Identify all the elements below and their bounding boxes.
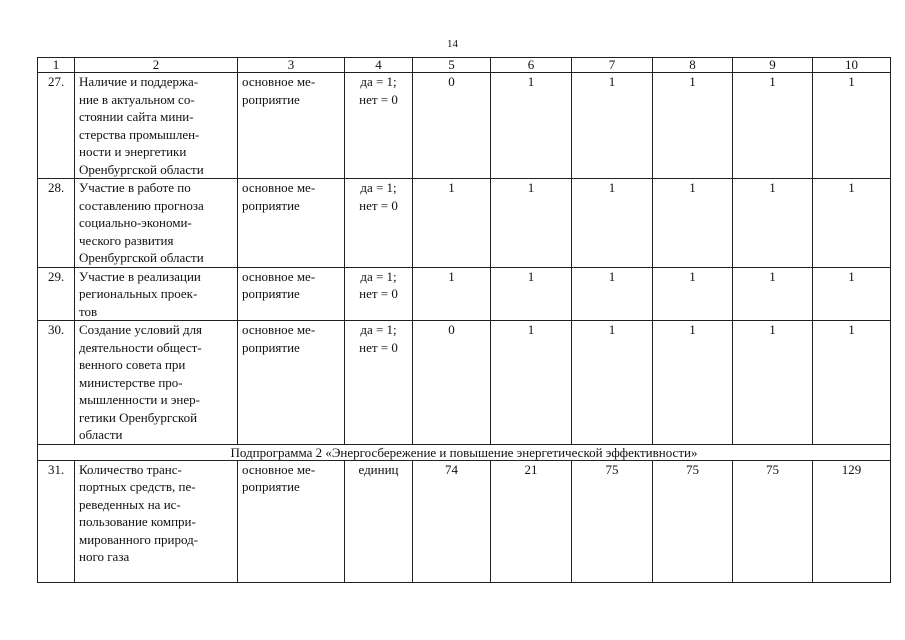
unit: да = 1; нет = 0 — [345, 73, 413, 179]
value-cell: 1 — [572, 267, 653, 321]
value-cell: 0 — [413, 321, 491, 445]
value-cell: 1 — [733, 73, 813, 179]
header-cell: 7 — [572, 58, 653, 73]
subprogram-row — [38, 444, 891, 460]
value-cell: 1 — [653, 267, 733, 321]
indicator-name: Участие в работе по составлению прогноза социально-экономи- ческого развития Оренбургской области — [75, 179, 238, 268]
measure-type: основное ме- роприятие — [238, 179, 345, 268]
header-cell: 10 — [813, 58, 891, 73]
value-cell: 1 — [733, 321, 813, 445]
header-cell: 8 — [653, 58, 733, 73]
indicator-name: Создание условий для деятельности общест- венного совета при министерстве про- мышленности и энер- гетики Оренбургской области — [75, 321, 238, 445]
header-cell: 3 — [238, 58, 345, 73]
value-cell: 75 — [653, 460, 733, 582]
table-row — [38, 179, 891, 268]
indicators-table — [37, 57, 891, 583]
header-cell: 9 — [733, 58, 813, 73]
table-row — [38, 267, 891, 321]
value-cell: 1 — [653, 179, 733, 268]
value-cell: 1 — [733, 179, 813, 268]
row-number: 29. — [38, 267, 75, 321]
measure-type: основное ме- роприятие — [238, 460, 345, 582]
value-cell: 1 — [653, 321, 733, 445]
value-cell: 1 — [491, 321, 572, 445]
row-number: 31. — [38, 460, 75, 582]
unit: единиц — [345, 460, 413, 582]
indicator-name: Наличие и поддержа- ние в актуальном со- стоянии сайта мини- стерства промышлен- ности и энергетики Оренбургской области — [75, 73, 238, 179]
page-number: 14 — [447, 38, 458, 50]
value-cell: 1 — [813, 179, 891, 268]
unit: да = 1; нет = 0 — [345, 179, 413, 268]
value-cell: 1 — [491, 179, 572, 268]
value-cell: 1 — [813, 321, 891, 445]
row-number: 30. — [38, 321, 75, 445]
header-cell: 4 — [345, 58, 413, 73]
indicator-name: Участие в реализации региональных проек- тов — [75, 267, 238, 321]
row-number: 27. — [38, 73, 75, 179]
value-cell: 1 — [733, 267, 813, 321]
table-row — [38, 460, 891, 582]
indicator-name: Количество транс- портных средств, пе- реведенных на ис- пользование компри- мированного природ- ного газа — [75, 460, 238, 582]
value-cell: 0 — [413, 73, 491, 179]
unit: да = 1; нет = 0 — [345, 321, 413, 445]
header-cell: 1 — [38, 58, 75, 73]
value-cell: 1 — [413, 267, 491, 321]
table-row — [38, 321, 891, 445]
value-cell: 1 — [813, 73, 891, 179]
header-cell: 5 — [413, 58, 491, 73]
measure-type: основное ме- роприятие — [238, 73, 345, 179]
value-cell: 1 — [572, 73, 653, 179]
value-cell: 74 — [413, 460, 491, 582]
value-cell: 1 — [491, 267, 572, 321]
unit: да = 1; нет = 0 — [345, 267, 413, 321]
value-cell: 21 — [491, 460, 572, 582]
header-cell: 2 — [75, 58, 238, 73]
value-cell: 75 — [733, 460, 813, 582]
measure-type: основное ме- роприятие — [238, 267, 345, 321]
value-cell: 1 — [653, 73, 733, 179]
value-cell: 1 — [572, 179, 653, 268]
row-number: 28. — [38, 179, 75, 268]
measure-type: основное ме- роприятие — [238, 321, 345, 445]
value-cell: 129 — [813, 460, 891, 582]
subprogram-title: Подпрограмма 2 «Энергосбережение и повышение энергетической эффективности» — [38, 444, 891, 460]
value-cell: 1 — [491, 73, 572, 179]
value-cell: 1 — [572, 321, 653, 445]
value-cell: 75 — [572, 460, 653, 582]
value-cell: 1 — [813, 267, 891, 321]
value-cell: 1 — [413, 179, 491, 268]
table-row — [38, 73, 891, 179]
header-cell: 6 — [491, 58, 572, 73]
column-number-header-row — [38, 58, 891, 73]
